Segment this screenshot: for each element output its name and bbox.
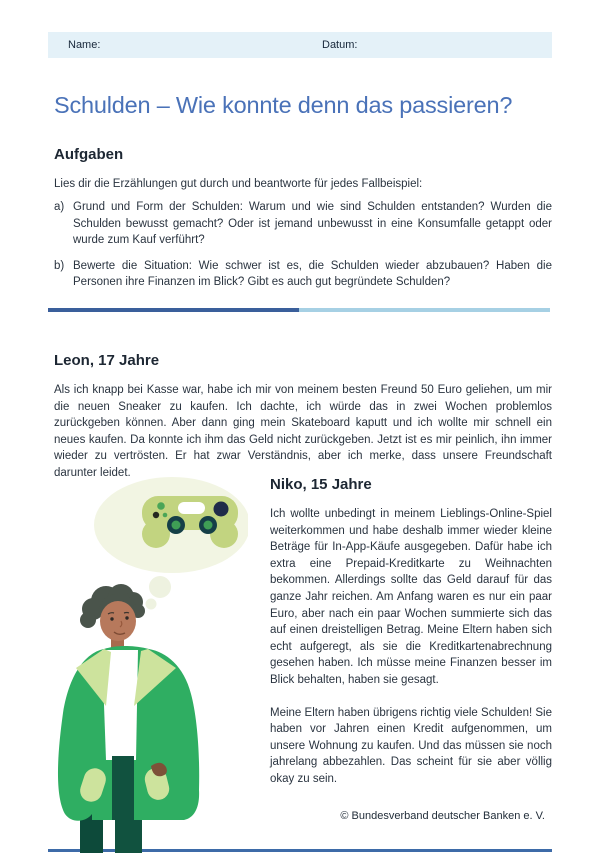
teen-character: [58, 584, 199, 853]
task-text-b: Bewerte die Situation: Wie schwer ist es, die Schulden wieder abzubauen? Haben die Personen ihre Finanzen im Blick? Gibt es auch gut begründete Schulden?: [73, 259, 552, 289]
date-label: Datum:: [322, 39, 358, 51]
boy-thinking-illustration: [48, 468, 248, 853]
page-title: Schulden – Wie konnte denn das passieren?: [54, 92, 513, 118]
aufgaben-intro: Lies dir die Erzählungen gut durch und beantworte für jedes Fallbeispiel:: [54, 178, 423, 190]
copyright-text: © Bundesverband deutscher Banken e. V.: [340, 810, 545, 822]
task-item-b: [54, 258, 552, 291]
task-text-a: Grund und Form der Schulden: Warum und wie sind Schulden entstanden? Wurden die Schulden bewusst gemacht? Oder ist jemand unbewusst in eine Konsumfalle getappt oder wurde zum Kauf verführt?: [73, 201, 552, 247]
niko-story-paragraph-1: Ich wollte unbedingt in meinem Lieblings-Online-Spiel weiterkommen und habe deshalb immer wieder kleine Beträge für In-App-Käufe ausgegeben. Dafür habe ich extra eine Prepaid-Kreditkarte zu Weihnachten bekommen. Allerdings sollte das Geld darauf für das ganze Jahr reichen. Am Anfang waren es nur ein paar Euro, aber nach ein paar Wochen summierte sich das auf einen dreistelligen Betrag. Meine Eltern haben sich echt aufgeregt, als sie die Kreditkartenabrechnung gesehen haben. Ich müsse meine Finanzen besser im Blick behalten, haben sie gesagt.: [270, 508, 552, 686]
leon-heading: Leon, 17 Jahre: [54, 352, 160, 369]
task-list: [54, 199, 552, 300]
name-date-bar: [48, 32, 552, 58]
task-marker-a: a): [54, 201, 65, 213]
task-marker-b: b): [54, 259, 65, 272]
section-divider: [48, 308, 550, 312]
niko-heading: Niko, 15 Jahre: [270, 476, 372, 493]
niko-story-paragraph-2: Meine Eltern haben übrigens richtig viele Schulden! Sie haben vor Jahren einen Kredit aufgenommen, um unsere Wohnung zu kaufen. Und das müssen sie noch jahrelang abbezahlen. Das scheint für sie aber völlig okay zu sein.: [270, 706, 552, 785]
aufgaben-heading: Aufgaben: [54, 146, 124, 163]
face: [80, 584, 145, 641]
niko-section: [270, 476, 552, 804]
leon-story-text: Als ich knapp bei Kasse war, habe ich mir von meinem besten Freund 50 Euro geliehen, um mir die neuen Sneaker zu kaufen. Ich dachte, ich würde das in zwei Wochen problemlos zurückgeben können. Aber dann ging mein Skateboard kaputt und ich wollte mir schnell ein neues kaufen. Da konnte ich ihm das Geld nicht zurückgeben. Jetzt ist es mir peinlich, ihn immer wieder zu vertrösten. Er hat zwar Verständnis, aber ich merke, dass unsere Freundschaft darunter leidet.: [54, 384, 552, 479]
task-item-a: [54, 199, 552, 249]
name-label: Name:: [68, 39, 101, 51]
